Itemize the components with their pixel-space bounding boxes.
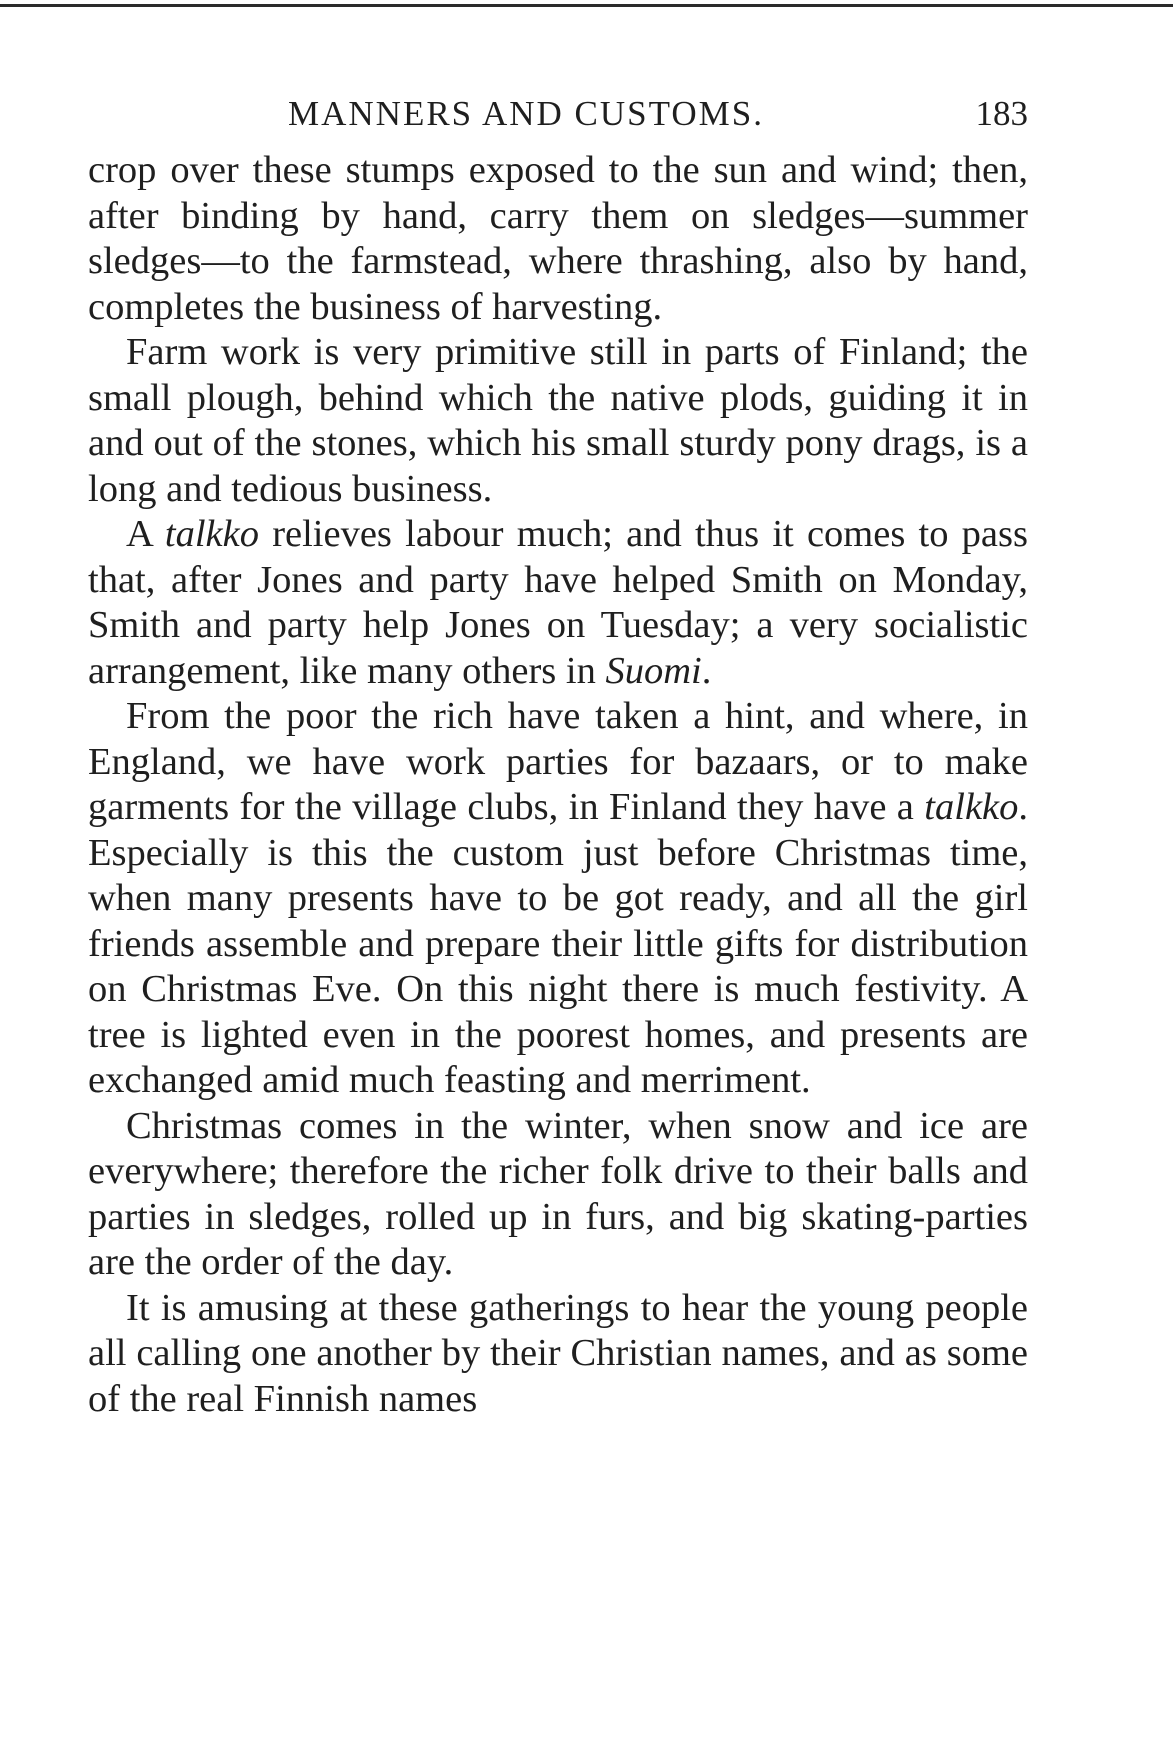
text-segment: From the poor the rich have taken a hint, and where, in England, we have work parties for bazaars, or to make garments for the village clubs, in Finland they have a [88,695,1028,828]
text-segment: Farm work is very primitive still in parts of Finland; the small plough, behind which the native plods, guiding it in and out of the stones, which his small sturdy pony drags, is a long and tedious business. [88,331,1028,510]
paragraph-4 [88,694,1028,1104]
running-head [88,88,1028,148]
text-segment: crop over these stumps exposed to the sun and wind; then, after binding by hand, carry them on sledges—summer sledges—to the farmstead, where thrashing, also by hand, completes the business of harvesting. [88,149,1028,328]
page-number: 183 [975,94,1028,133]
body-text [88,148,1028,1422]
paragraph-2 [88,330,1028,512]
running-title: MANNERS AND CUSTOMS. [288,94,764,133]
top-border-rule [0,4,1173,7]
text-segment: relieves labour much; and thus it comes to pass that, after Jones and party have helped Smith on Monday, Smith and party help Jones on Tuesday; a very socialistic arrangement, like many others in [88,513,1028,692]
text-segment: . [701,649,712,692]
paragraph-5 [88,1104,1028,1286]
text-segment: . Especially is this the custom just before Christmas time, when many presents have to be got ready, and all the girl friends assemble and prepare their little gifts for distribution on Christmas Eve. On this night there is much festivity. A tree is lighted even in the poorest homes, and presents are exchanged amid much feasting and merriment. [88,786,1028,1101]
text-segment: A [126,513,165,555]
text-segment: It is amusing at these gatherings to hear the young people all calling one another by their Christian names, and as some of the real Finnish names [88,1286,1028,1420]
book-page [88,88,1028,1422]
text-segment: Christmas comes in the winter, when snow and ice are everywhere; therefore the richer folk drive to their balls and parties in sledges, rolled up in furs, and big skating-parties are the order of the day. [88,1104,1028,1283]
italic-term: talkko [164,513,259,555]
italic-term: Suomi [605,649,702,692]
paragraph-6 [88,1286,1028,1423]
paragraph-3 [88,512,1028,694]
paragraph-1 [88,148,1028,330]
italic-term: talkko [924,786,1019,828]
